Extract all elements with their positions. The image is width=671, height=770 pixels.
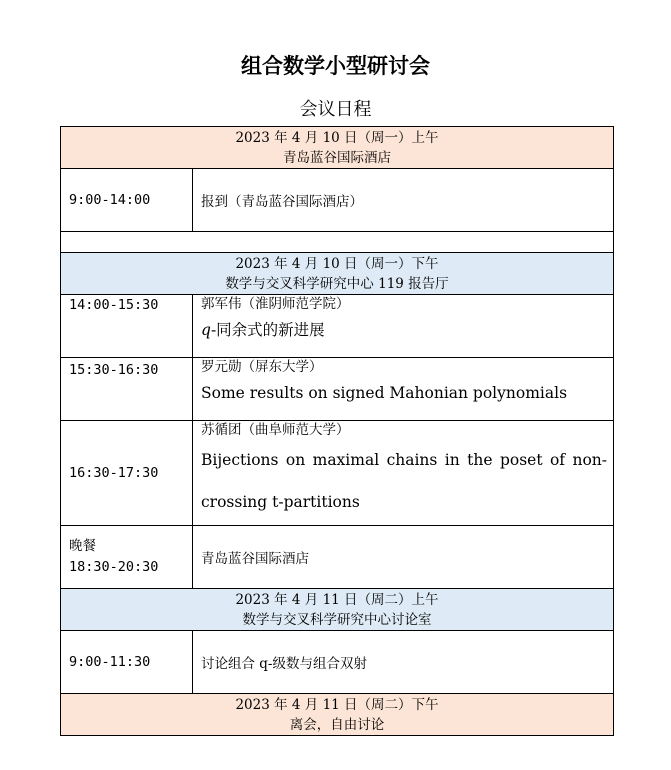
session-header-tue-pm [61, 694, 614, 736]
speaker-name: 苏循团（曲阜师范大学） [201, 422, 350, 438]
session-date: 2023 年 4 月 11 日（周二）下午 [235, 696, 439, 713]
schedule-table [60, 126, 614, 736]
talk-title [201, 313, 607, 341]
description-cell [193, 358, 614, 421]
talk-title: Some results on signed Mahonian polynomials [201, 384, 568, 402]
session-venue: 数学与交叉科学研究中心 119 报告厅 [225, 275, 449, 292]
description-cell: 讨论组合 q-级数与组合双射 [193, 631, 614, 694]
time-cell: 14:00-15:30 [61, 295, 193, 358]
time-cell: 9:00-11:30 [61, 631, 193, 694]
table-row-talk [61, 358, 614, 421]
description-cell: 报到（青岛蓝谷国际酒店） [193, 169, 614, 232]
session-note: 离会，自由讨论 [289, 716, 385, 733]
description-cell: 青岛蓝谷国际酒店 [193, 526, 614, 589]
session-venue: 青岛蓝谷国际酒店 [283, 149, 391, 166]
session-header-mon-am [61, 127, 614, 169]
time-cell: 16:30-17:30 [61, 421, 193, 526]
table-row-talk [61, 421, 614, 526]
session-header-mon-pm [61, 253, 614, 295]
page-title: 组合数学小型研讨会 [241, 54, 430, 78]
speaker-name: 罗元勋（屏东大学） [201, 359, 323, 375]
time-cell [61, 526, 193, 589]
table-row-talk [61, 295, 614, 358]
description-cell [193, 295, 614, 358]
session-header-tue-am [61, 589, 614, 631]
talk-title-q: q [201, 321, 211, 339]
session-date: 2023 年 4 月 11 日（周二）上午 [235, 591, 439, 608]
description-cell [193, 421, 614, 526]
session-venue: 数学与交叉科学研究中心讨论室 [242, 611, 432, 628]
speaker-name: 郭军伟（淮阴师范学院） [201, 296, 350, 312]
table-row-registration [61, 169, 614, 232]
page-subtitle: 会议日程 [299, 99, 372, 120]
talk-title-line1: Bijections on maximal chains in the poset of non- [201, 451, 607, 469]
table-row-dinner [61, 526, 614, 589]
talk-title-line2: crossing t-partitions [201, 493, 360, 511]
session-date: 2023 年 4 月 10 日（周一）上午 [235, 129, 439, 146]
time-cell: 15:30-16:30 [61, 358, 193, 421]
table-row-spacer [61, 232, 614, 253]
talk-title-rest: -同余式的新进展 [210, 321, 325, 339]
time-cell: 9:00-14:00 [61, 169, 193, 232]
session-date: 2023 年 4 月 10 日（周一）下午 [235, 255, 439, 272]
dinner-time: 18:30-20:30 [69, 559, 159, 575]
dinner-label: 晚餐 [69, 538, 96, 554]
table-row-discussion [61, 631, 614, 694]
